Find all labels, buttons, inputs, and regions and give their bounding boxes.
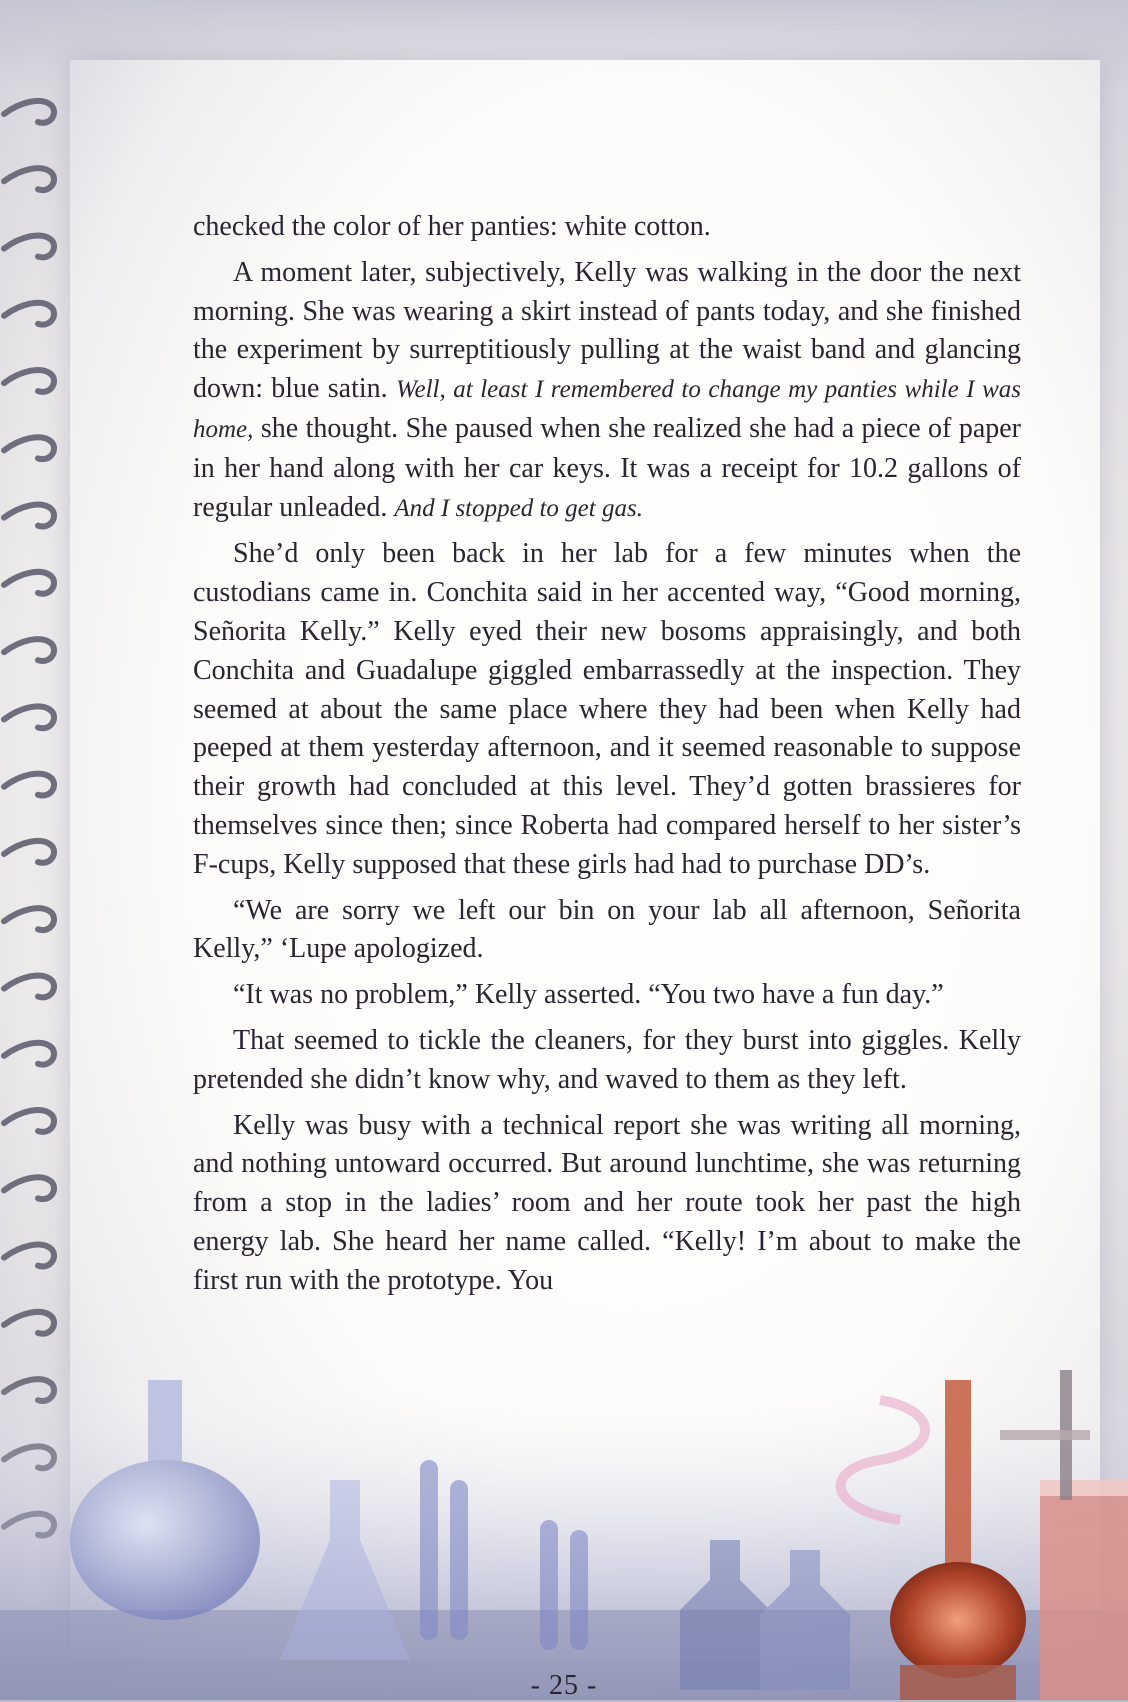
spiral-ring: [4, 639, 54, 661]
spiral-ring: [4, 572, 54, 594]
paragraph-3: She’d only been back in her lab for a few minutes when the custodians came in. Conchita said in her accented way, “Good morning, Señorita Kelly.” Kelly eyed their new bosoms appraisingly, and both Conchita and Guadalupe giggled embarrassedly at the inspection. They seemed at about the same place where they had been when Kelly had peeped at them yesterday afternoon, and it seemed reasonable to suppose their growth had concluded at this level. They’d gotten brassieres for themselves since then; since Roberta had compared herself to her sister’s F-cups, Kelly supposed that these girls had had to purchase DD’s.: [193, 538, 1021, 880]
spiral-ring: [4, 1043, 54, 1065]
spiral-ring: [4, 1177, 54, 1199]
spiral-ring: [4, 1312, 54, 1334]
spiral-ring: [4, 975, 54, 997]
body-text: [193, 208, 1021, 1301]
spiral-ring: [4, 505, 54, 527]
spiral-ring: [4, 235, 54, 257]
spiral-ring: [4, 706, 54, 728]
spiral-binding: [0, 90, 70, 1570]
italic-thought-1: Well, at least I remembered to change my panties while I was home,: [193, 376, 1022, 443]
red-beaker: [1040, 1480, 1128, 1700]
spiral-ring: [4, 908, 54, 930]
spiral-ring: [4, 370, 54, 392]
paragraph-5: “It was no problem,” Kelly asserted. “You two have a fun day.”: [233, 979, 944, 1011]
spiral-ring: [4, 101, 54, 123]
paragraph-7: Kelly was busy with a technical report she was writing all morning, and nothing untoward occurred. But around lunchtime, she was returning from a stop in the ladies’ room and her route took her past the high energy lab. She heard her name called. “Kelly! I’m about to make the first run with the prototype. You: [193, 1109, 1021, 1296]
spiral-ring: [4, 841, 54, 863]
lab-glassware-illustration: [0, 1370, 1128, 1700]
spiral-ring: [4, 437, 54, 459]
paragraph-1: checked the color of her panties: white cotton.: [193, 211, 711, 242]
page-number: - 25 -: [530, 1670, 598, 1701]
spiral-ring: [4, 1245, 54, 1267]
italic-thought-2: And I stopped to get gas.: [394, 494, 643, 522]
spiral-ring: [4, 168, 54, 190]
paragraph-4: “We are sorry we left our bin on your lab all afternoon, Señorita Kelly,” ‘Lupe apologized.: [193, 894, 1021, 965]
spiral-ring: [4, 303, 54, 325]
spiral-ring: [4, 1110, 54, 1132]
paragraph-2: A moment later, subjectively, Kelly was walking in the door the next morning. She was wearing a skirt instead of pants today, and she finished the experiment by surreptitiously pulling at the waist band and glancing down: blue satin. Well, at least I remembered to change my panties while I was home, she thought. She paused when she realized she had a piece of paper in her hand along with her car keys. It was a receipt for 10.2 gallons of regular unleaded. And I stopped to get gas.: [193, 256, 1022, 523]
paragraph-6: That seemed to tickle the cleaners, for they burst into giggles. Kelly pretended she didn’t know why, and waved to them as they left.: [193, 1024, 1021, 1095]
spiral-ring: [4, 774, 54, 796]
